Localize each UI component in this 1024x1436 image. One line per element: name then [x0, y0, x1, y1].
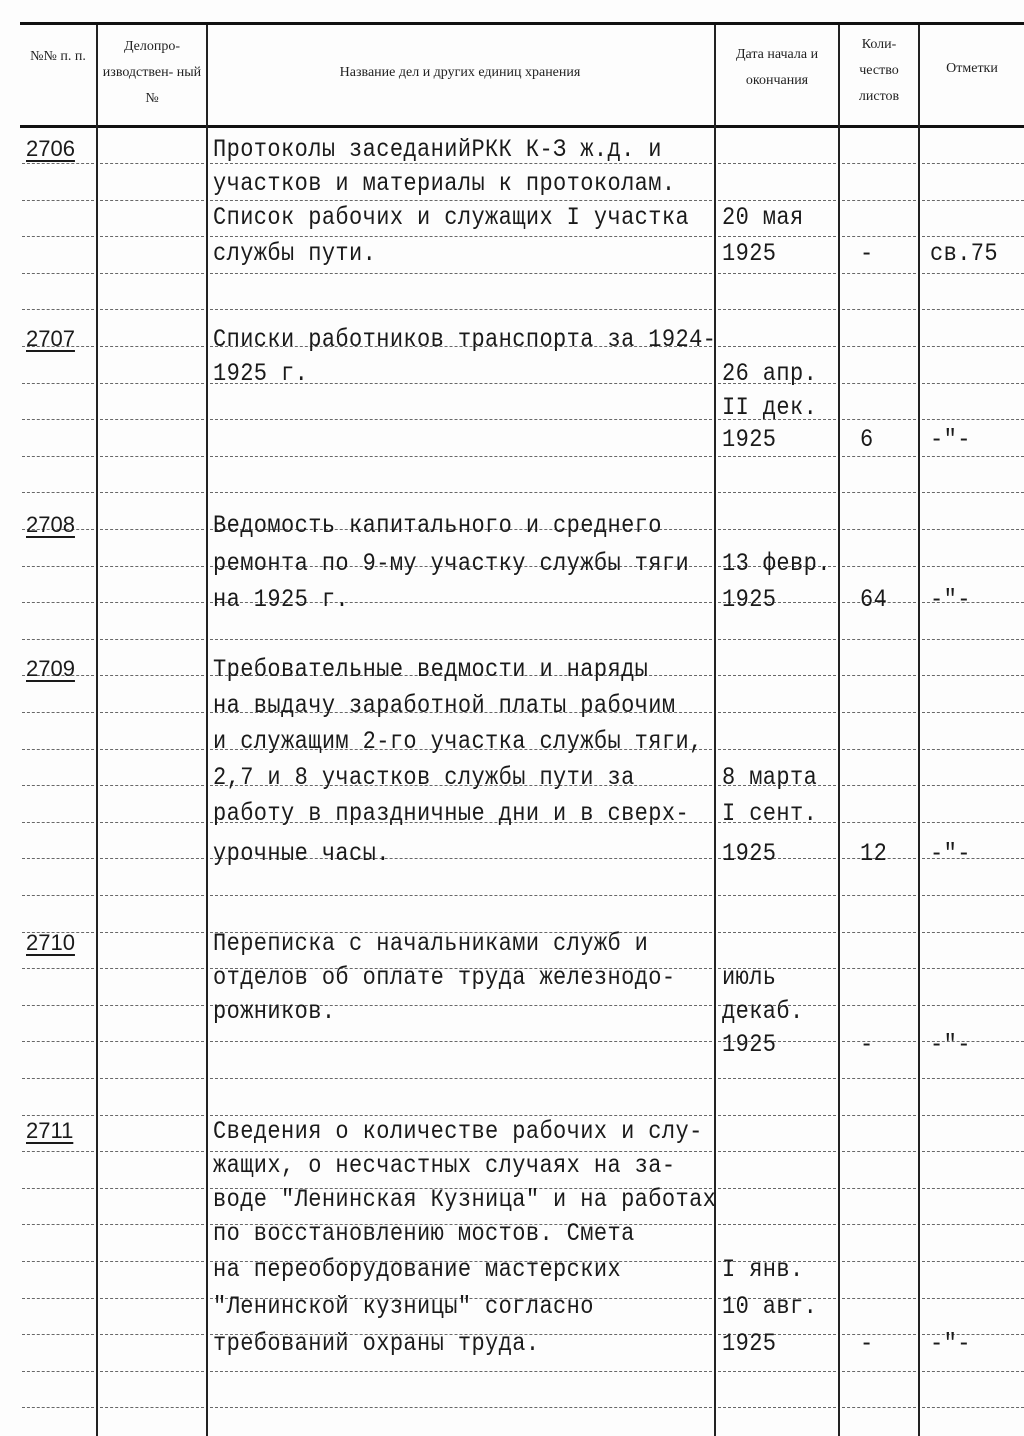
row-rule: [842, 1115, 916, 1116]
row-rule: [210, 273, 712, 274]
row-rule: [718, 639, 836, 640]
row-rule: [22, 1078, 94, 1079]
row-rule: [100, 1261, 204, 1262]
entry-title-line: Переписка с начальниками служб и: [213, 930, 649, 958]
entry-date: июль: [722, 964, 777, 992]
entry-title-line: рожников.: [213, 998, 336, 1026]
header-sheets: Коли- чество листов: [858, 37, 900, 104]
row-rule: [718, 236, 836, 237]
entry-title-line: на выдачу заработной платы рабочим: [213, 692, 676, 720]
row-rule: [22, 1371, 94, 1372]
row-rule: [22, 1005, 94, 1006]
column-divider: [714, 25, 716, 1436]
entry-date: 20 мая: [722, 204, 804, 232]
entry-title-line: на 1925 г.: [213, 586, 350, 614]
row-rule: [100, 1407, 204, 1408]
column-divider: [838, 25, 840, 1436]
row-rule: [100, 675, 204, 676]
row-rule: [842, 163, 916, 164]
row-rule: [842, 1224, 916, 1225]
row-rule: [922, 1407, 1024, 1408]
row-rule: [842, 200, 916, 201]
row-rule: [718, 1371, 836, 1372]
row-rule: [842, 1188, 916, 1189]
header-number: №№ п. п.: [30, 49, 86, 64]
row-rule: [842, 1041, 916, 1042]
row-rule: [842, 273, 916, 274]
header-title: Название дел и других единиц хранения: [339, 65, 581, 80]
row-rule: [100, 566, 204, 567]
row-rule: [22, 1041, 94, 1042]
row-rule: [22, 895, 94, 896]
row-rule: [100, 895, 204, 896]
row-rule: [842, 236, 916, 237]
header-bottom-rule: [20, 125, 1024, 128]
row-rule: [22, 1407, 94, 1408]
row-rule: [718, 1115, 836, 1116]
row-rule: [22, 1261, 94, 1262]
row-rule: [210, 200, 712, 201]
row-rule: [100, 749, 204, 750]
row-rule: [100, 456, 204, 457]
row-rule: [842, 675, 916, 676]
row-rule: [22, 383, 94, 384]
column-divider: [918, 25, 920, 1436]
row-rule: [922, 675, 1024, 676]
row-rule: [922, 346, 1024, 347]
row-rule: [718, 675, 836, 676]
row-rule: [718, 1224, 836, 1225]
row-rule: [22, 602, 94, 603]
row-rule: [718, 529, 836, 530]
row-rule: [718, 492, 836, 493]
row-rule: [922, 1151, 1024, 1152]
row-rule: [100, 602, 204, 603]
header-top-rule: [20, 22, 1024, 25]
row-rule: [842, 492, 916, 493]
entry-sheet-count: -: [860, 240, 874, 268]
row-rule: [22, 858, 94, 859]
entry-title-line: Список рабочих и служащих I участка: [213, 204, 690, 232]
row-rule: [718, 273, 836, 274]
row-rule: [922, 712, 1024, 713]
entry-title-line: работу в праздничные дни и в сверх-: [213, 800, 690, 828]
entry-title-line: воде "Ленинская Кузница" и на работах: [213, 1186, 717, 1214]
row-rule: [922, 419, 1024, 420]
row-rule: [210, 639, 712, 640]
entry-notes: -"-: [930, 1330, 971, 1358]
row-rule: [100, 1078, 204, 1079]
row-rule: [922, 1188, 1024, 1189]
entry-title-line: урочные часы.: [213, 840, 390, 868]
entry-date: 10 авг.: [722, 1293, 818, 1321]
row-rule: [922, 492, 1024, 493]
row-rule: [22, 712, 94, 713]
row-rule: [922, 1115, 1024, 1116]
row-rule: [922, 639, 1024, 640]
row-rule: [922, 932, 1024, 933]
row-rule: [100, 163, 204, 164]
row-rule: [210, 236, 712, 237]
row-rule: [100, 529, 204, 530]
row-rule: [718, 712, 836, 713]
entry-title-line: 2,7 и 8 участков службы пути за: [213, 764, 635, 792]
row-rule: [100, 968, 204, 969]
row-rule: [842, 895, 916, 896]
row-rule: [842, 1334, 916, 1335]
row-rule: [842, 1261, 916, 1262]
row-rule: [210, 1371, 712, 1372]
entry-date: декаб.: [722, 998, 804, 1026]
row-rule: [22, 1334, 94, 1335]
row-rule: [100, 1298, 204, 1299]
row-rule: [842, 383, 916, 384]
row-rule: [22, 163, 94, 164]
row-rule: [842, 822, 916, 823]
row-rule: [842, 419, 916, 420]
entry-number: 2710: [26, 930, 75, 955]
row-rule: [210, 309, 712, 310]
row-rule: [100, 492, 204, 493]
row-rule: [210, 456, 712, 457]
row-rule: [718, 1078, 836, 1079]
row-rule: [100, 1334, 204, 1335]
entry-notes: -"-: [930, 1031, 971, 1059]
entry-date: 26 апр.: [722, 360, 818, 388]
row-rule: [100, 273, 204, 274]
row-rule: [22, 200, 94, 201]
row-rule: [100, 1188, 204, 1189]
row-rule: [842, 968, 916, 969]
entry-number: 2706: [26, 136, 75, 161]
row-rule: [100, 785, 204, 786]
row-rule: [922, 968, 1024, 969]
entry-sheet-count: 64: [860, 586, 888, 614]
row-rule: [100, 639, 204, 640]
row-rule: [100, 236, 204, 237]
row-rule: [842, 785, 916, 786]
entry-title-line: требований охраны труда.: [213, 1330, 540, 1358]
row-rule: [100, 419, 204, 420]
row-rule: [842, 1151, 916, 1152]
row-rule: [922, 1224, 1024, 1225]
entry-notes: св.75: [930, 240, 999, 268]
entry-number: 2708: [26, 512, 75, 537]
entry-title-line: Протоколы заседанийРКК К-З ж.д. и: [213, 136, 662, 164]
row-rule: [210, 492, 712, 493]
row-rule: [100, 1371, 204, 1372]
entry-date: I сент.: [722, 800, 818, 828]
row-rule: [922, 566, 1024, 567]
entry-date: I янв.: [722, 1256, 804, 1284]
entry-date: 1925: [722, 586, 777, 614]
row-rule: [22, 1151, 94, 1152]
entry-title-line: Списки работников транспорта за 1924-: [213, 326, 717, 354]
entry-number: 2707: [26, 326, 75, 351]
column-divider: [206, 25, 208, 1436]
row-rule: [922, 236, 1024, 237]
row-rule: [718, 895, 836, 896]
row-rule: [210, 1115, 712, 1116]
row-rule: [100, 1115, 204, 1116]
row-rule: [922, 1261, 1024, 1262]
row-rule: [100, 1151, 204, 1152]
entry-notes: -"-: [930, 426, 971, 454]
entry-number: 2711: [26, 1118, 74, 1143]
row-rule: [922, 822, 1024, 823]
row-rule: [210, 895, 712, 896]
row-rule: [922, 1371, 1024, 1372]
row-rule: [842, 309, 916, 310]
entry-sheet-count: -: [860, 1330, 874, 1358]
row-rule: [718, 1407, 836, 1408]
row-rule: [100, 1005, 204, 1006]
header-notes: Отметки: [946, 61, 998, 76]
row-rule: [22, 309, 94, 310]
row-rule: [22, 456, 94, 457]
row-rule: [22, 236, 94, 237]
entry-title-line: по восстановлению мостов. Смета: [213, 1220, 635, 1248]
entry-title-line: Сведения о количестве рабочих и слу-: [213, 1118, 703, 1146]
entry-date: 1925: [722, 1330, 777, 1358]
entry-sheet-count: 6: [860, 426, 874, 454]
row-rule: [22, 1115, 94, 1116]
row-rule: [100, 200, 204, 201]
row-rule: [22, 968, 94, 969]
row-rule: [922, 749, 1024, 750]
header-dates: Дата начала и окончания: [735, 47, 819, 88]
row-rule: [100, 858, 204, 859]
row-rule: [842, 346, 916, 347]
row-rule: [842, 932, 916, 933]
row-rule: [210, 1078, 712, 1079]
row-rule: [922, 1078, 1024, 1079]
entry-notes: -"-: [930, 586, 971, 614]
entry-date: 1925: [722, 426, 777, 454]
entry-sheet-count: 12: [860, 840, 888, 868]
entry-title-line: 1925 г.: [213, 360, 309, 388]
row-rule: [22, 492, 94, 493]
row-rule: [922, 529, 1024, 530]
row-rule: [22, 749, 94, 750]
row-rule: [842, 749, 916, 750]
entry-date: 1925: [722, 840, 777, 868]
row-rule: [100, 346, 204, 347]
entry-title-line: "Ленинской кузницы" согласно: [213, 1293, 594, 1321]
row-rule: [842, 1298, 916, 1299]
entry-title-line: и служащим 2-го участка службы тяги,: [213, 728, 703, 756]
row-rule: [100, 383, 204, 384]
row-rule: [718, 163, 836, 164]
entry-number: 2709: [26, 656, 75, 681]
row-rule: [22, 1298, 94, 1299]
row-rule: [210, 1407, 712, 1408]
entry-title-line: Ведомость капитального и среднего: [213, 512, 662, 540]
row-rule: [22, 639, 94, 640]
row-rule: [718, 1188, 836, 1189]
row-rule: [922, 785, 1024, 786]
row-rule: [718, 200, 836, 201]
row-rule: [842, 456, 916, 457]
row-rule: [100, 1041, 204, 1042]
row-rule: [922, 200, 1024, 201]
row-rule: [100, 309, 204, 310]
row-rule: [22, 419, 94, 420]
row-rule: [22, 785, 94, 786]
row-rule: [718, 749, 836, 750]
entry-title-line: жащих, о несчастных случаях на за-: [213, 1152, 676, 1180]
row-rule: [100, 932, 204, 933]
row-rule: [718, 346, 836, 347]
entry-sheet-count: -: [860, 1031, 874, 1059]
row-rule: [100, 822, 204, 823]
row-rule: [718, 456, 836, 457]
entry-title-line: отделов об оплате труда железнодо-: [213, 964, 676, 992]
row-rule: [922, 273, 1024, 274]
row-rule: [22, 273, 94, 274]
entry-date: 1925: [722, 240, 777, 268]
row-rule: [842, 712, 916, 713]
row-rule: [210, 419, 712, 420]
row-rule: [210, 1041, 712, 1042]
entry-date: 13 февр.: [722, 550, 831, 578]
row-rule: [922, 1005, 1024, 1006]
row-rule: [22, 822, 94, 823]
row-rule: [842, 1005, 916, 1006]
header-office-number: Делопро- изводствен- ный №: [102, 39, 202, 106]
row-rule: [718, 1151, 836, 1152]
entry-date: 8 марта: [722, 764, 818, 792]
row-rule: [22, 566, 94, 567]
entry-title-line: участков и материалы к протоколам.: [213, 170, 676, 198]
row-rule: [842, 1371, 916, 1372]
entry-title-line: на переоборудование мастерских: [213, 1256, 622, 1284]
row-rule: [922, 895, 1024, 896]
entry-notes: -"-: [930, 840, 971, 868]
entry-title-line: Требовательные ведмости и наряды: [213, 656, 649, 684]
row-rule: [718, 309, 836, 310]
row-rule: [922, 309, 1024, 310]
column-divider: [96, 25, 98, 1436]
row-rule: [842, 639, 916, 640]
row-rule: [922, 1298, 1024, 1299]
row-rule: [842, 1407, 916, 1408]
entry-title-line: службы пути.: [213, 240, 377, 268]
entry-title-line: ремонта по 9-му участку службы тяги: [213, 550, 690, 578]
row-rule: [842, 1078, 916, 1079]
row-rule: [100, 712, 204, 713]
row-rule: [842, 566, 916, 567]
row-rule: [22, 1188, 94, 1189]
row-rule: [922, 456, 1024, 457]
row-rule: [718, 932, 836, 933]
row-rule: [842, 529, 916, 530]
row-rule: [100, 1224, 204, 1225]
entry-date: 1925: [722, 1031, 777, 1059]
entry-date: II дек.: [722, 394, 818, 422]
row-rule: [922, 163, 1024, 164]
row-rule: [922, 383, 1024, 384]
row-rule: [22, 1224, 94, 1225]
